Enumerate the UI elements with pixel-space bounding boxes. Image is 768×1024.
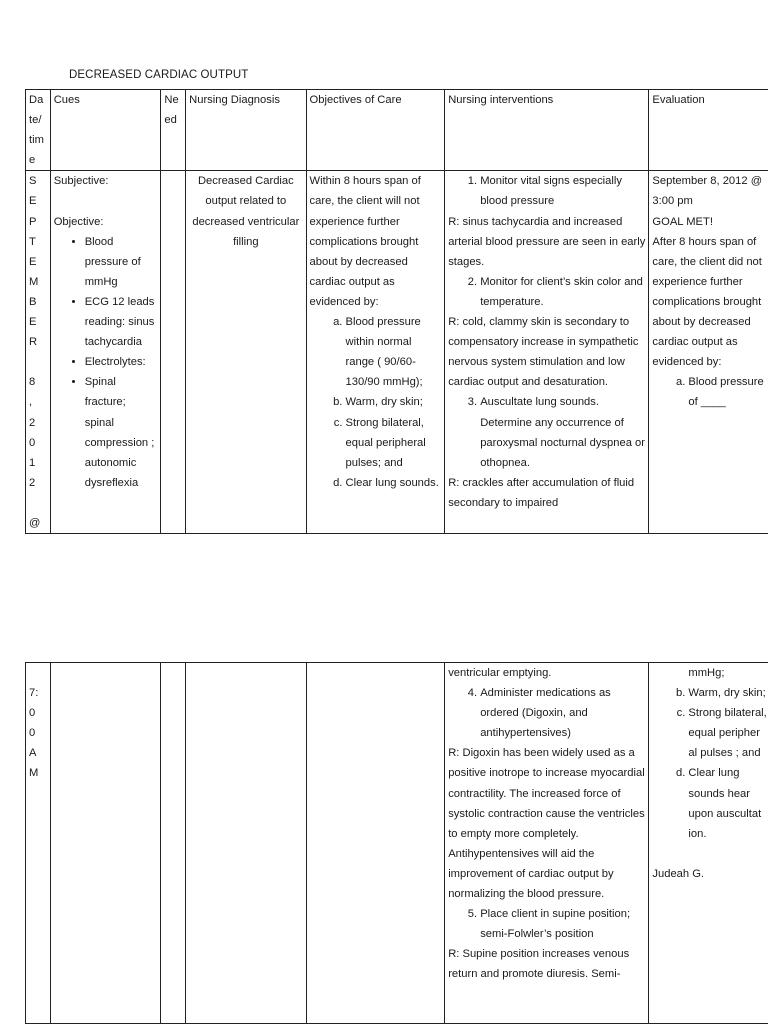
header-interventions: Nursing interventions bbox=[445, 90, 649, 171]
date-letter: 0 bbox=[29, 707, 36, 720]
date-letter: A bbox=[29, 747, 37, 760]
header-evaluation: Evaluation bbox=[649, 90, 768, 171]
header-cues: Cues bbox=[50, 90, 161, 171]
header-objectives: Objectives of Care bbox=[306, 90, 445, 171]
date-letter: 0 bbox=[29, 727, 36, 740]
date-letter: E bbox=[29, 255, 37, 268]
date-letter: 0 bbox=[29, 436, 36, 449]
interventions-cell bbox=[445, 171, 649, 534]
page-title: DECREASED CARDIAC OUTPUT bbox=[69, 69, 249, 81]
rationale-3: R: crackles after accumulation of fluid secondary to impaired bbox=[448, 476, 635, 509]
need-cell bbox=[161, 663, 186, 1024]
header-nursing-diagnosis: Nursing Diagnosis bbox=[186, 90, 306, 171]
date-letter: B bbox=[29, 295, 37, 308]
intervention-5: 5. Place client in supine position; semi-Folwler’s position bbox=[480, 904, 645, 944]
evaluation-item-d: d. Clear lung sounds hear upon auscultat ion. bbox=[688, 763, 768, 843]
rationale-4: R: Digoxin has been widely used as a positive inotrope to increase myocardial contractility. The increased force of systolic contraction cause the ventricles to empty more completely. Antihypentensives will aid the improvement of cardiac output by normalizing the blood pressure. bbox=[448, 747, 645, 901]
signature-name: Judeah G. bbox=[652, 867, 705, 880]
list-item: b. Warm, dry skin; bbox=[346, 392, 442, 412]
diagnosis-cell bbox=[186, 663, 306, 1024]
date-letters bbox=[29, 171, 47, 533]
diagnosis-cell: Decreased Cardiac output related to decreased ventricular filling bbox=[186, 171, 306, 534]
date-time-cell bbox=[26, 171, 51, 534]
list-item: c. Strong bilateral, equal peripheral pulses; and bbox=[346, 413, 442, 473]
content-row bbox=[26, 663, 768, 1024]
date-letter bbox=[29, 663, 47, 683]
rationale-5: R: Supine position increases venous return and promote diuresis. Semi- bbox=[448, 948, 630, 981]
list-item: • ECG 12 leads reading: sinus tachycardia bbox=[85, 292, 158, 352]
intervention-2: 2. Monitor for client’s skin color and temperature. bbox=[480, 272, 645, 312]
continuation-text: mmHg; bbox=[688, 667, 725, 679]
list-item: a. Blood pressure within normal range ( 90/60-130/90 mmHg); bbox=[346, 312, 442, 392]
objective-label: Objective: bbox=[53, 215, 104, 228]
list-item: • Blood pressure of mmHg bbox=[85, 232, 158, 292]
content-row bbox=[26, 171, 768, 534]
date-letter: , bbox=[29, 396, 33, 409]
evaluation-item-b: b. Warm, dry skin; bbox=[688, 683, 768, 703]
date-letter: E bbox=[29, 195, 37, 208]
date-letter: P bbox=[29, 215, 37, 228]
date-letter: 2 bbox=[29, 476, 36, 489]
intervention-3: 3. Auscultate lung sounds. Determine any occurrence of paroxysmal nocturnal dyspnea or othopnea. bbox=[480, 392, 645, 472]
date-letter: T bbox=[29, 235, 36, 248]
objective-cues-list bbox=[54, 232, 158, 493]
list-item: • Spinal fracture; spinal compression ; autonomic dysreflexia bbox=[85, 372, 158, 493]
header-need: Ne ed bbox=[161, 90, 186, 171]
date-letter: 1 bbox=[29, 456, 36, 469]
intervention-1: 1. Monitor vital signs especially blood pressure bbox=[480, 171, 645, 211]
goal-status: GOAL MET! bbox=[652, 215, 713, 228]
cues-cell bbox=[50, 171, 161, 534]
care-plan-table-page-2 bbox=[25, 662, 768, 1024]
date-letter: 8 bbox=[29, 376, 36, 389]
interventions-cell bbox=[445, 663, 649, 1024]
evaluation-cell bbox=[649, 663, 768, 1024]
subjective-label: Subjective: bbox=[53, 175, 109, 188]
date-letter: 2 bbox=[29, 416, 36, 429]
date-letter: M bbox=[29, 767, 39, 780]
intervention-4: 4. Administer medications as ordered (Digoxin, and antihypertensives) bbox=[480, 683, 645, 743]
need-cell bbox=[161, 171, 186, 534]
date-letter: @ bbox=[29, 516, 41, 529]
continuation-text: ventricular emptying. bbox=[448, 667, 552, 679]
rationale-1: R: sinus tachycardia and increased arterial blood pressure are seen in early stages. bbox=[448, 215, 646, 268]
objectives-intro: Within 8 hours span of care, the client will not experience further complications brought about by decreased cardiac output as evidenced by: bbox=[309, 175, 421, 308]
evaluation-date: September 8, 2012 @ 3:00 pm bbox=[652, 175, 763, 208]
date-letter: S bbox=[29, 175, 37, 188]
evaluation-item-c: c. Strong bilateral, equal peripher al pulses ; and bbox=[688, 703, 768, 763]
list-item: d. Clear lung sounds. bbox=[346, 473, 442, 493]
date-time-cell bbox=[26, 663, 51, 1024]
date-letter bbox=[29, 493, 47, 513]
cues-cell bbox=[50, 663, 161, 1024]
date-letter: E bbox=[29, 316, 37, 329]
date-letter bbox=[29, 352, 47, 372]
date-letter: M bbox=[29, 275, 39, 288]
evaluation-body: After 8 hours span of care, the client did not experience further complications brought about by decreased cardiac output as evidenced by: bbox=[652, 235, 762, 369]
header-date-time: Da te/ tim e bbox=[26, 90, 51, 171]
date-letter: R bbox=[29, 336, 38, 349]
objectives-cell bbox=[306, 663, 445, 1024]
objectives-cell bbox=[306, 171, 445, 534]
evaluation-item-a: a. Blood pressure of ____ bbox=[688, 372, 768, 412]
objectives-list bbox=[310, 312, 442, 493]
list-item: • Electrolytes: bbox=[85, 352, 158, 372]
date-letter: 7: bbox=[29, 687, 39, 700]
date-letters bbox=[29, 663, 47, 784]
care-plan-table-page-1 bbox=[25, 89, 768, 534]
header-row bbox=[26, 90, 768, 171]
rationale-2: R: cold, clammy skin is secondary to compensatory increase in sympathetic nervous system stimulation and low cardiac output and desaturation. bbox=[448, 316, 639, 389]
evaluation-cell bbox=[649, 171, 768, 534]
